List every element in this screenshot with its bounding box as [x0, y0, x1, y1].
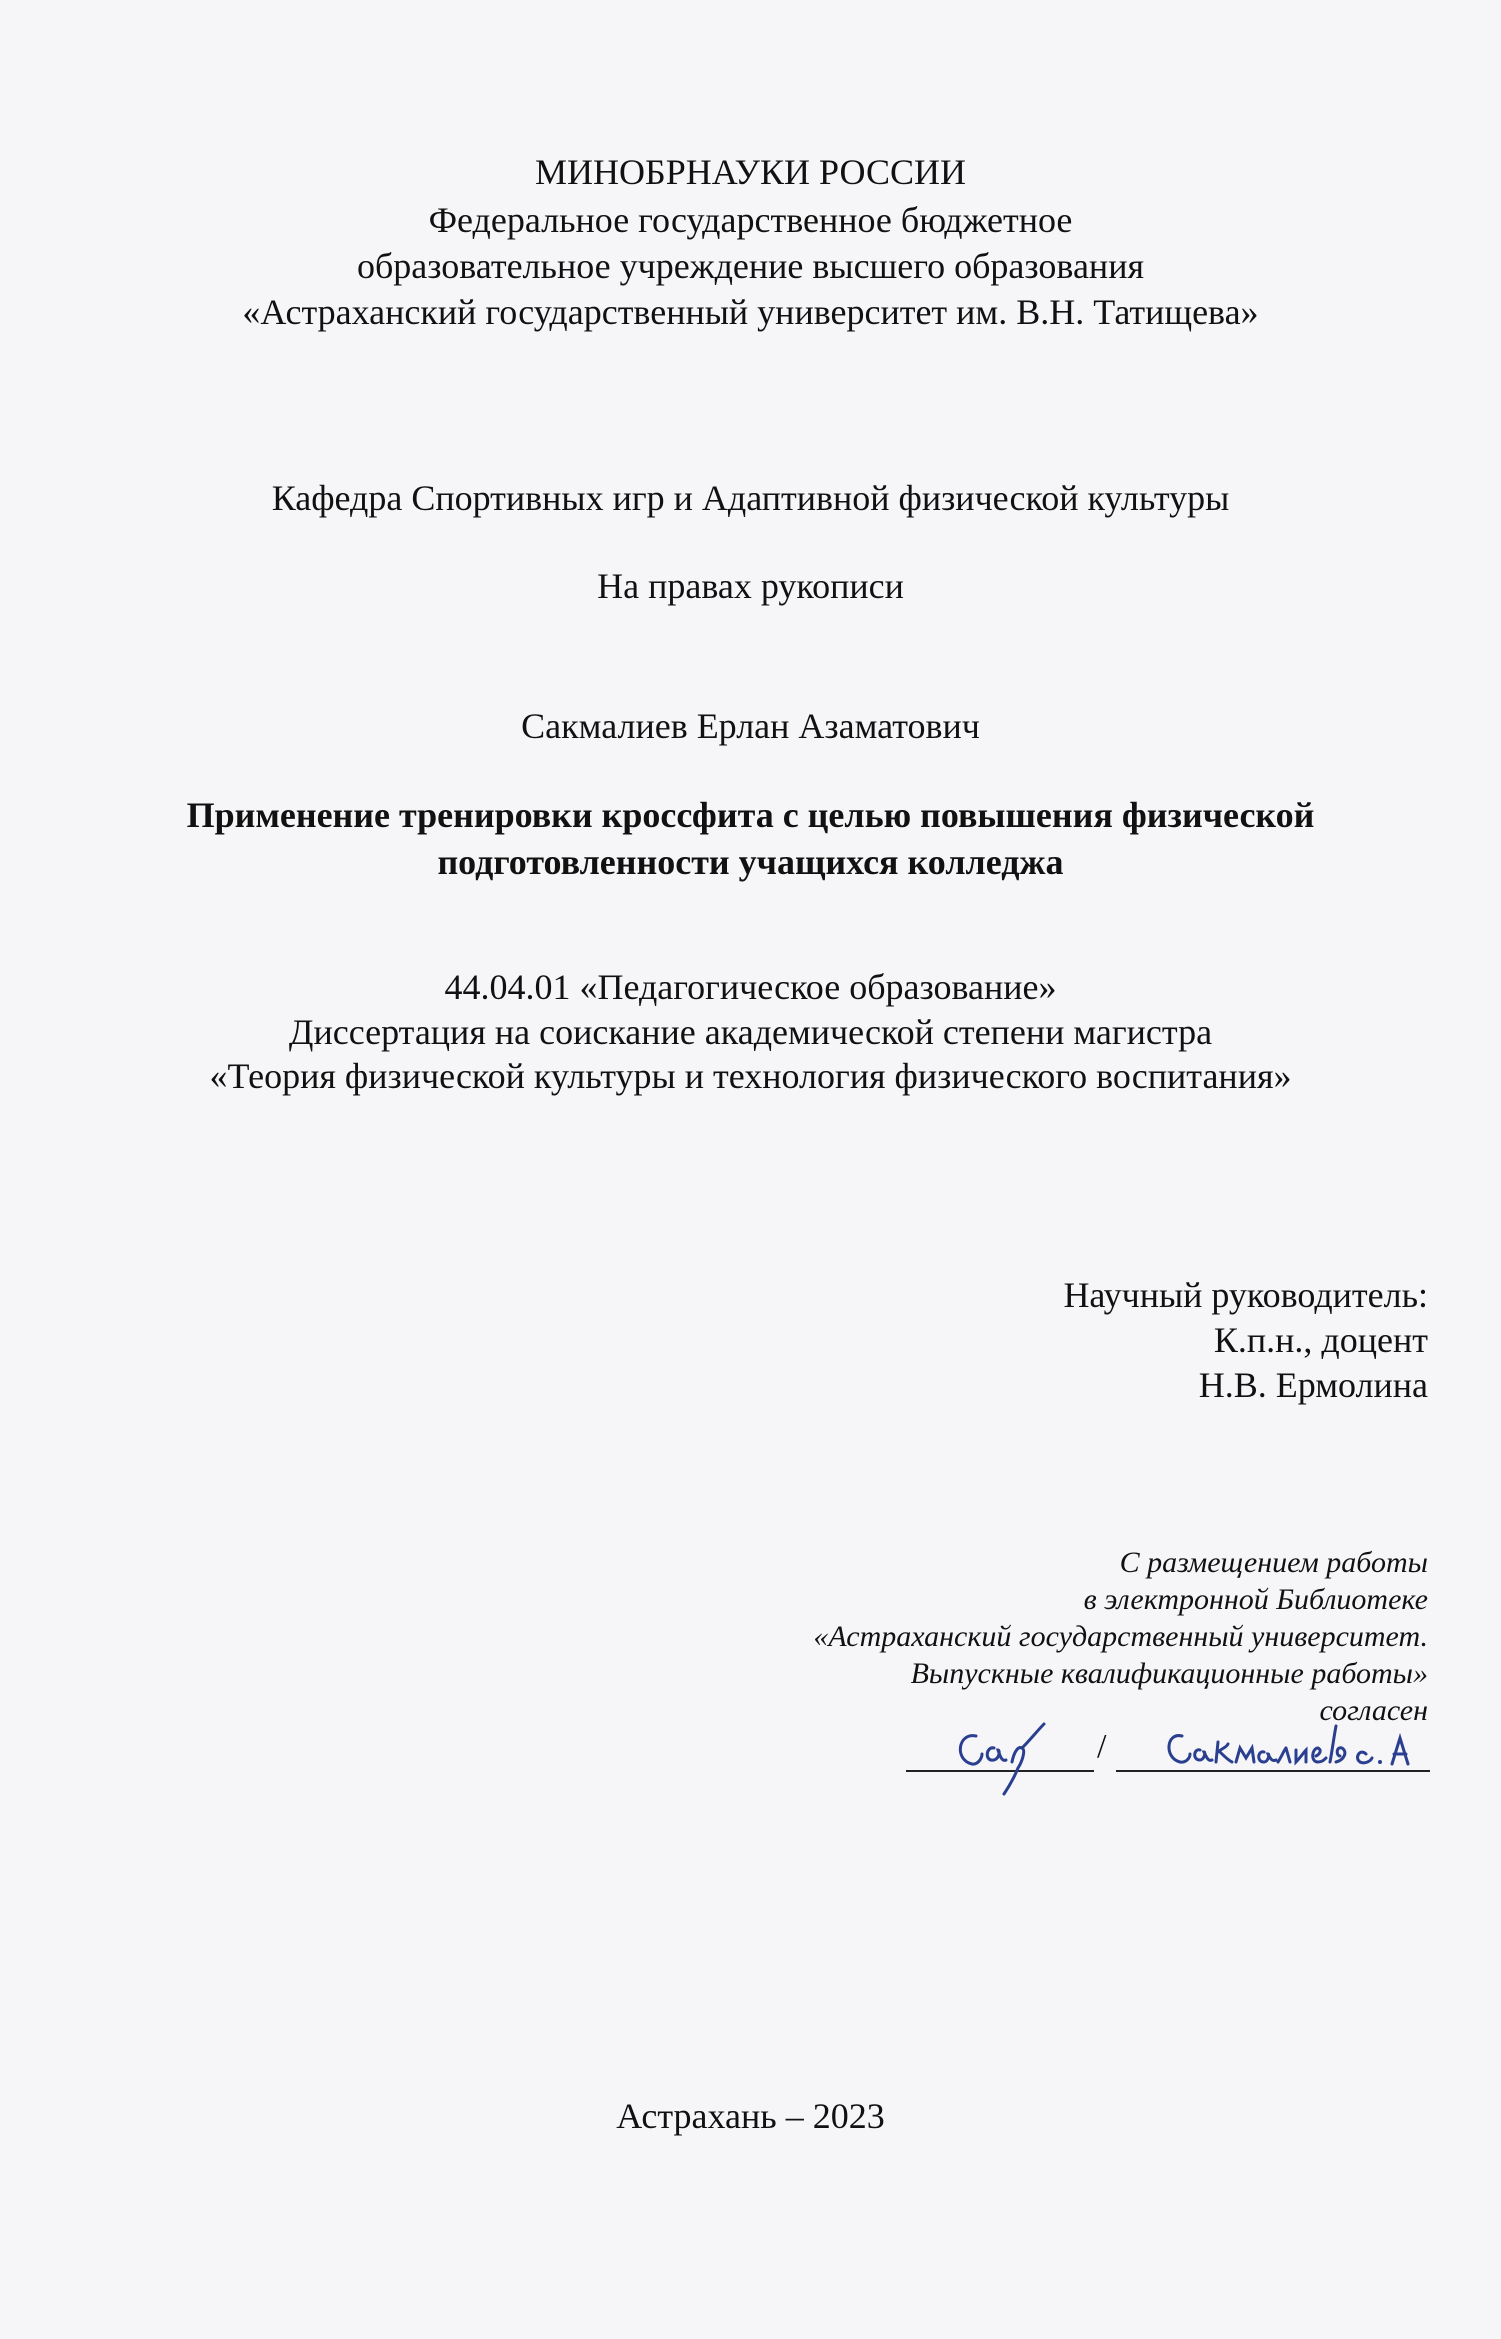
supervisor-name: Н.В. Ермолина — [1198, 1365, 1428, 1405]
university-name: «Астраханский государственный университет им. В.Н. Татищева» — [242, 292, 1259, 332]
consent-line-1: С размещением работы — [1119, 1546, 1428, 1579]
org-line-2: образовательное учреждение высшего образования — [356, 246, 1145, 286]
degree-statement: Диссертация на соискание академической степени магистра — [288, 1012, 1213, 1052]
author-name: Сакмалиев Ерлан Азаматович — [521, 706, 980, 746]
city-year: Астрахань – 2023 — [616, 2096, 885, 2136]
author-signature — [1160, 1722, 1440, 1778]
program-profile: «Теория физической культуры и технология физического воспитания» — [209, 1056, 1292, 1096]
signature-separator: / — [1097, 1728, 1107, 1765]
consent-line-5: согласен — [1319, 1694, 1428, 1727]
supervisor-signature — [948, 1718, 1068, 1798]
supervisor-degree: К.п.н., доцент — [1213, 1320, 1428, 1360]
department-name: Кафедра Спортивных игр и Адаптивной физической культуры — [271, 478, 1230, 518]
thesis-title-line-2: подготовленности учащихся колледжа — [437, 842, 1064, 882]
consent-line-4: Выпускные квалификационные работы» — [910, 1657, 1428, 1690]
ministry-heading: МИНОБРНАУКИ РОССИИ — [535, 152, 966, 192]
program-code: 44.04.01 «Педагогическое образование» — [444, 967, 1057, 1007]
thesis-title-line-1: Применение тренировки кроссфита с целью повышения физической — [186, 795, 1315, 835]
consent-line-3: «Астраханский государственный университет. — [813, 1620, 1428, 1653]
org-line-1: Федеральное государственное бюджетное — [428, 200, 1073, 240]
supervisor-label: Научный руководитель: — [1063, 1275, 1428, 1315]
manuscript-note: На правах рукописи — [597, 566, 904, 606]
consent-line-2: в электронной Библиотеке — [1083, 1583, 1428, 1616]
